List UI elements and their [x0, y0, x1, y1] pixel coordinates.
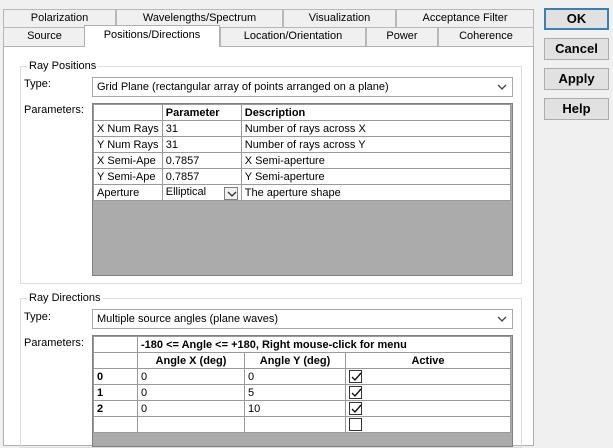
aperture-select[interactable]: [162, 185, 241, 201]
checkmark-icon: [350, 387, 363, 400]
column-header-active: Active: [346, 353, 511, 369]
grid-corner: [94, 105, 163, 121]
angle-y-cell[interactable]: 10: [245, 401, 346, 417]
tab-strip: [0, 0, 535, 46]
row-index: [94, 417, 138, 433]
chevron-down-icon: [497, 311, 507, 327]
param-value-cell[interactable]: 31: [162, 137, 241, 153]
angle-y-cell[interactable]: [245, 417, 346, 433]
tab-power[interactable]: Power: [366, 27, 438, 46]
ray-positions-type-select[interactable]: [92, 77, 513, 97]
aperture-dropdown-button[interactable]: [224, 187, 238, 200]
aperture-value: Elliptical: [165, 185, 207, 198]
tab-acceptance-filter[interactable]: Acceptance Filter: [396, 9, 534, 27]
chevron-down-icon: [497, 79, 507, 95]
row-index: 0: [94, 369, 138, 385]
chevron-down-icon: [225, 188, 239, 201]
ray-directions-type-label: Type:: [24, 311, 51, 323]
table-row[interactable]: [94, 169, 511, 185]
ray-directions-type-value: Multiple source angles (plane waves): [97, 313, 278, 325]
angle-y-cell[interactable]: 5: [245, 385, 346, 401]
active-checkbox[interactable]: [349, 402, 362, 415]
ray-directions-title: Ray Directions: [29, 292, 101, 304]
active-checkbox[interactable]: [349, 418, 362, 431]
tab-polarization[interactable]: Polarization: [3, 9, 116, 27]
ray-positions-grid[interactable]: [92, 103, 513, 276]
column-header-description: Description: [241, 105, 510, 121]
table-row[interactable]: [94, 369, 511, 385]
angle-y-cell[interactable]: 0: [245, 369, 346, 385]
angle-x-cell[interactable]: 0: [138, 385, 245, 401]
cancel-button[interactable]: Cancel: [544, 38, 609, 60]
tab-source[interactable]: Source: [3, 27, 86, 46]
ray-positions-type-label: Type:: [24, 78, 51, 90]
param-value-cell[interactable]: 0.7857: [162, 153, 241, 169]
tab-panel: [3, 46, 534, 446]
ray-directions-type-select[interactable]: [92, 309, 513, 329]
table-header-row: [94, 105, 511, 121]
tab-positions-directions[interactable]: Positions/Directions: [84, 25, 220, 47]
param-description: X Semi-aperture: [241, 153, 510, 169]
param-value-cell[interactable]: 31: [162, 121, 241, 137]
ray-directions-params-label: Parameters:: [24, 337, 84, 349]
tab-visualization[interactable]: Visualization: [283, 9, 396, 27]
angle-x-cell[interactable]: [138, 417, 245, 433]
table-row[interactable]: [94, 153, 511, 169]
row-index: 2: [94, 401, 138, 417]
grid-corner: [94, 353, 138, 369]
column-header-parameter: Parameter: [162, 105, 241, 121]
ray-positions-type-value: Grid Plane (rectangular array of points arranged on a plane): [97, 81, 389, 93]
active-checkbox[interactable]: [349, 386, 362, 399]
table-row[interactable]: [94, 185, 511, 201]
table-row[interactable]: [94, 401, 511, 417]
ray-positions-params-label: Parameters:: [24, 104, 84, 116]
row-index: 1: [94, 385, 138, 401]
param-name: Y Semi-Ape: [94, 169, 163, 185]
active-cell: [346, 417, 511, 433]
active-checkbox[interactable]: [349, 370, 362, 383]
angle-x-cell[interactable]: 0: [138, 401, 245, 417]
active-cell: [346, 369, 511, 385]
table-row[interactable]: [94, 121, 511, 137]
tab-coherence[interactable]: Coherence: [438, 27, 534, 46]
param-name: X Num Rays: [94, 121, 163, 137]
param-name: Y Num Rays: [94, 137, 163, 153]
table-row[interactable]: [94, 137, 511, 153]
active-cell: [346, 385, 511, 401]
angle-range-hint: -180 <= Angle <= +180, Right mouse-click for menu: [138, 337, 511, 353]
help-button[interactable]: Help: [544, 98, 609, 120]
param-value-cell[interactable]: 0.7857: [162, 169, 241, 185]
apply-button[interactable]: Apply: [544, 68, 609, 90]
grid-corner: [94, 337, 138, 353]
angle-x-cell[interactable]: 0: [138, 369, 245, 385]
table-hint-row: [94, 337, 511, 353]
table-header-row: [94, 353, 511, 369]
checkmark-icon: [350, 403, 363, 416]
active-cell: [346, 401, 511, 417]
ray-positions-title: Ray Positions: [29, 60, 97, 72]
table-row[interactable]: [94, 417, 511, 433]
ok-button[interactable]: OK: [544, 8, 609, 30]
checkmark-icon: [350, 371, 363, 384]
param-description: Number of rays across Y: [241, 137, 510, 153]
param-description: Y Semi-aperture: [241, 169, 510, 185]
tab-wavelengths-spectrum[interactable]: Wavelengths/Spectrum: [116, 9, 283, 27]
table-row[interactable]: [94, 385, 511, 401]
ray-directions-grid[interactable]: [92, 335, 513, 447]
column-header-angle-y: Angle Y (deg): [245, 353, 346, 369]
param-description: Number of rays across X: [241, 121, 510, 137]
tab-location-orientation[interactable]: Location/Orientation: [220, 27, 366, 46]
param-name: X Semi-Ape: [94, 153, 163, 169]
param-description: The aperture shape: [241, 185, 510, 201]
param-name: Aperture: [94, 185, 163, 201]
column-header-angle-x: Angle X (deg): [138, 353, 245, 369]
